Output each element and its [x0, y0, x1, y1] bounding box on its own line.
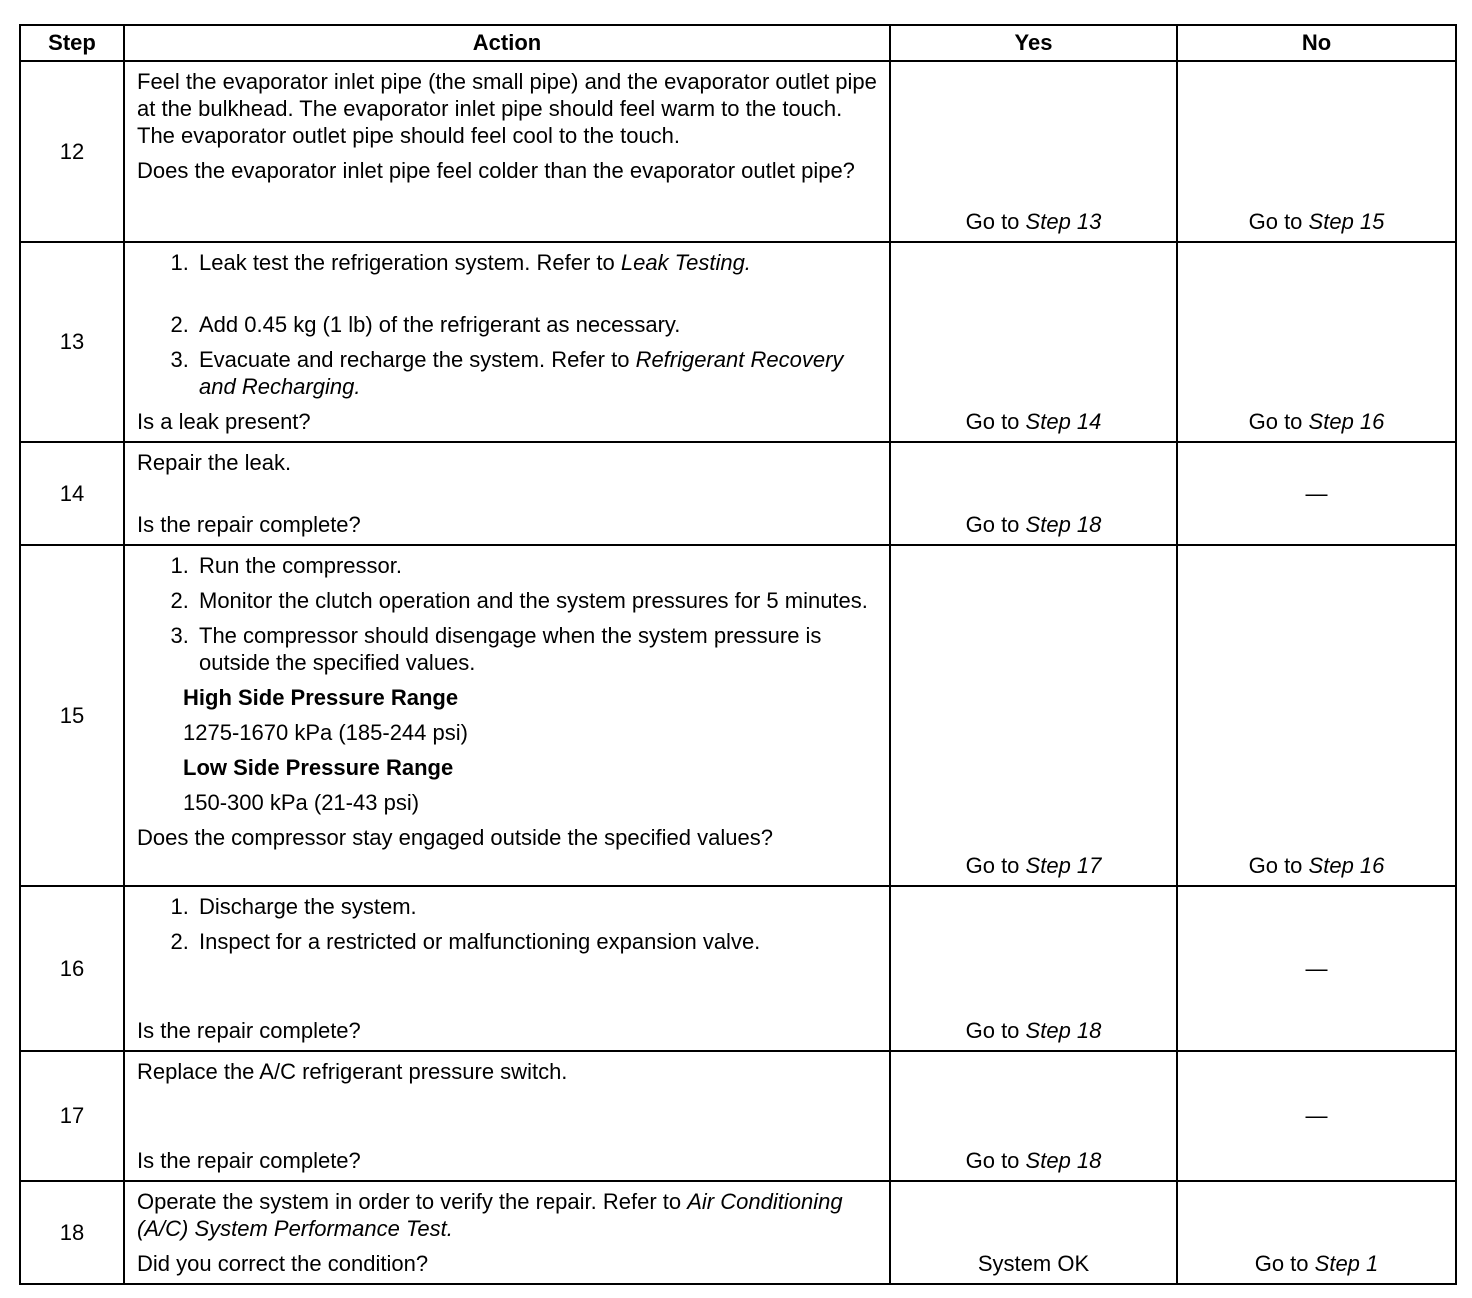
action-cell [124, 886, 890, 1051]
yes-cell [890, 1051, 1177, 1181]
action-question: Does the compressor stay engaged outside the specified values? [137, 825, 773, 850]
header-row [20, 25, 1456, 61]
action-text: Feel the evaporator inlet pipe (the small pipe) and the evaporator outlet pipe at the bulkhead. The evaporator inlet pipe should feel warm to the touch. The evaporator outlet pipe should feel cool to the touch. [137, 69, 877, 148]
table-row-step-15 [20, 545, 1456, 886]
action-cell [124, 1051, 890, 1181]
yes-cell [890, 545, 1177, 886]
no-step-link[interactable]: Step 16 [1308, 853, 1385, 878]
list-item: 1. Discharge the system. [195, 893, 879, 920]
list-item: 1. Run the compressor. [195, 552, 879, 579]
list-item: 1. Leak test the refrigeration system. Refer to Leak Testing. [195, 249, 879, 276]
reference-link[interactable]: Air Conditioning (A/C) System Performance Test. [137, 1189, 843, 1241]
yes-step-link[interactable]: Step 18 [1025, 512, 1102, 537]
action-question: Did you correct the condition? [137, 1251, 429, 1276]
spec-value: 1275-1670 kPa (185-244 psi) [183, 720, 468, 745]
yes-step-link[interactable]: Step 13 [1025, 209, 1102, 234]
header-step: Step [20, 25, 124, 61]
spec-title: High Side Pressure Range [183, 685, 459, 710]
list-item: 2. Add 0.45 kg (1 lb) of the refrigerant as necessary. [195, 311, 879, 338]
list-item: 3. Evacuate and recharge the system. Refer to Refrigerant Recovery and Recharging. [195, 346, 879, 400]
diagnostic-table [19, 24, 1457, 1285]
yes-step-link[interactable]: Step 14 [1025, 409, 1102, 434]
action-question: Does the evaporator inlet pipe feel colder than the evaporator outlet pipe? [137, 158, 855, 183]
no-step-link[interactable]: Step 1 [1314, 1251, 1379, 1276]
yes-cell [890, 442, 1177, 545]
table-row-step-14 [20, 442, 1456, 545]
action-list [137, 893, 879, 955]
header-yes: Yes [890, 25, 1177, 61]
goto-label: Go to [965, 853, 1020, 878]
list-item: 3. The compressor should disengage when the system pressure is outside the specified values. [195, 622, 879, 676]
no-cell: — [1177, 1051, 1456, 1181]
yes-cell: System OK [890, 1181, 1177, 1284]
step-number: 12 [20, 61, 124, 242]
spec-value: 150-300 kPa (21-43 psi) [183, 790, 420, 815]
table-row-step-18 [20, 1181, 1456, 1284]
goto-label: Go to [1254, 1251, 1309, 1276]
yes-step-link[interactable]: Step 17 [1025, 853, 1102, 878]
goto-label: Go to [965, 409, 1020, 434]
no-step-link[interactable]: Step 15 [1308, 209, 1385, 234]
action-list [137, 552, 879, 676]
spec-title: Low Side Pressure Range [183, 755, 454, 780]
step-number: 16 [20, 886, 124, 1051]
no-cell [1177, 61, 1456, 242]
action-text: Operate the system in order to verify the repair. Refer to Air Conditioning (A/C) System Performance Test. [137, 1189, 843, 1241]
action-question: Is the repair complete? [137, 512, 361, 537]
action-question: Is the repair complete? [137, 1018, 361, 1043]
list-item: 2. Inspect for a restricted or malfunctioning expansion valve. [195, 928, 879, 955]
no-cell: — [1177, 886, 1456, 1051]
action-cell [124, 1181, 890, 1284]
step-number: 13 [20, 242, 124, 442]
goto-label: Go to [1248, 409, 1303, 434]
step-number: 18 [20, 1181, 124, 1284]
no-cell [1177, 242, 1456, 442]
action-text: Repair the leak. [137, 450, 292, 475]
step-number: 17 [20, 1051, 124, 1181]
table-row-step-12 [20, 61, 1456, 242]
goto-label: Go to [965, 1018, 1020, 1043]
action-cell [124, 61, 890, 242]
table-row-step-13 [20, 242, 1456, 442]
no-cell [1177, 545, 1456, 886]
action-text: Replace the A/C refrigerant pressure switch. [137, 1059, 568, 1084]
no-step-link[interactable]: Step 16 [1308, 409, 1385, 434]
header-action: Action [124, 25, 890, 61]
goto-label: Go to [965, 512, 1020, 537]
action-question: Is the repair complete? [137, 1148, 361, 1173]
yes-step-link[interactable]: Step 18 [1025, 1148, 1102, 1173]
header-no: No [1177, 25, 1456, 61]
goto-label: Go to [965, 1148, 1020, 1173]
yes-cell [890, 886, 1177, 1051]
reference-link[interactable]: Leak Testing. [620, 250, 751, 275]
action-question: Is a leak present? [137, 409, 311, 434]
action-list [137, 249, 879, 400]
action-cell [124, 545, 890, 886]
action-cell [124, 442, 890, 545]
goto-label: Go to [1248, 209, 1303, 234]
no-cell: — [1177, 442, 1456, 545]
step-number: 15 [20, 545, 124, 886]
yes-cell [890, 61, 1177, 242]
yes-step-link[interactable]: Step 18 [1025, 1018, 1102, 1043]
reference-link[interactable]: Refrigerant Recovery and Recharging. [199, 347, 844, 399]
table-row-step-17 [20, 1051, 1456, 1181]
goto-label: Go to [1248, 853, 1303, 878]
goto-label: Go to [965, 209, 1020, 234]
list-item: 2. Monitor the clutch operation and the system pressures for 5 minutes. [195, 587, 879, 614]
yes-cell [890, 242, 1177, 442]
action-cell [124, 242, 890, 442]
table-row-step-16 [20, 886, 1456, 1051]
step-number: 14 [20, 442, 124, 545]
no-cell [1177, 1181, 1456, 1284]
